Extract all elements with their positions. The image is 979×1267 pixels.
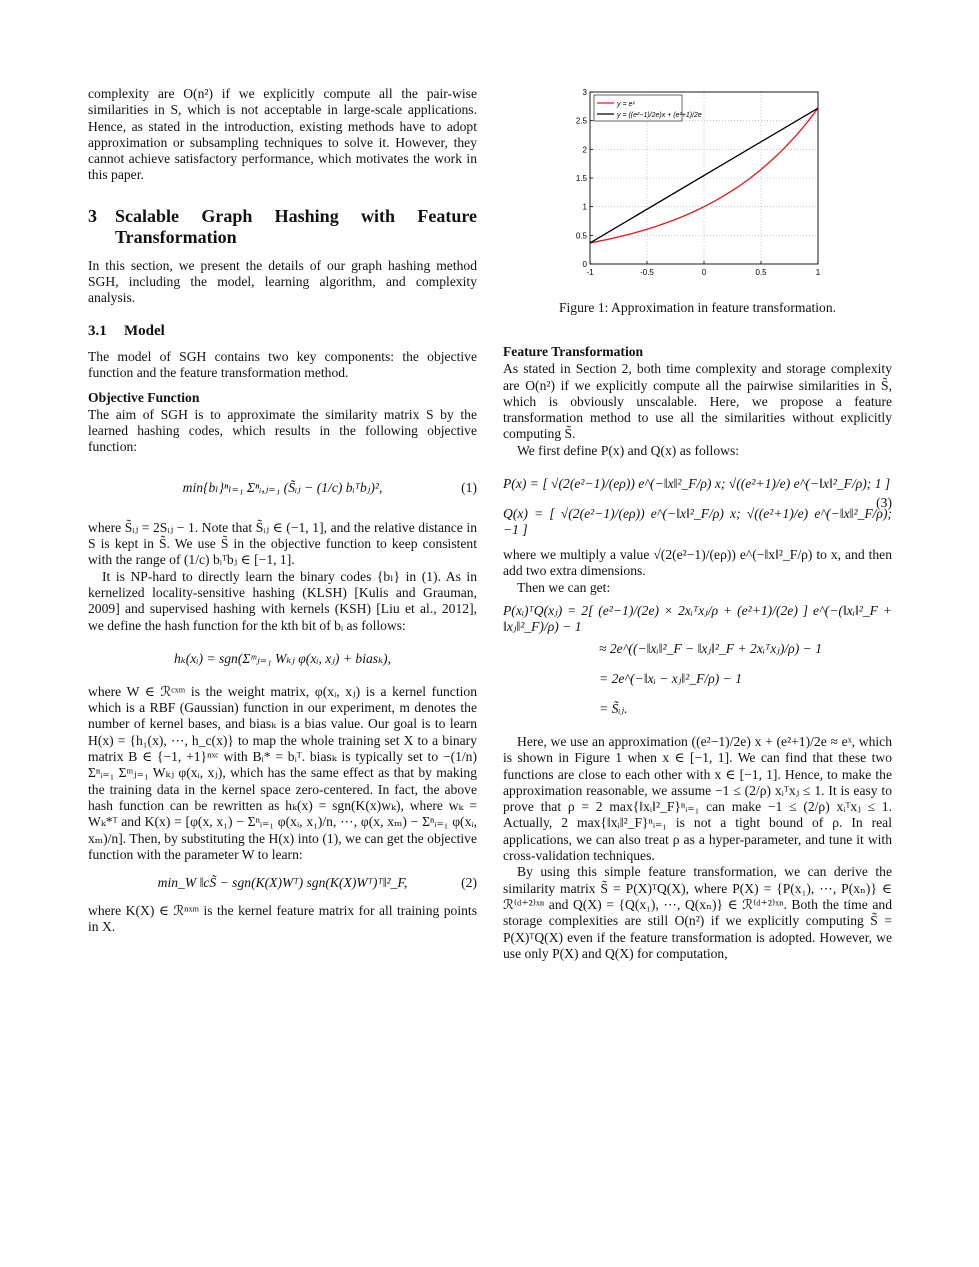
then-paragraph: Then we can get: <box>517 579 611 595</box>
x-tick-label: -0.5 <box>640 268 654 277</box>
objective-paragraph: The aim of SGH is to approximate the similarity matrix S by the learned hashing codes, which results in the following objective function: <box>88 406 477 455</box>
derivation-line-2: ≈ 2e^((−‖xᵢ‖²_F − ‖xⱼ‖²_F + 2xᵢᵀxⱼ)/ρ) − 1 <box>599 640 822 656</box>
equation-3 <box>503 465 892 541</box>
define-paragraph: We first define P(x) and Q(x) as follows: <box>517 442 740 458</box>
x-tick-label: 0 <box>701 268 707 277</box>
subsection-heading <box>88 323 477 339</box>
subsection-number: 3.1 <box>88 322 107 339</box>
figure-1 <box>565 86 835 286</box>
equation-2 <box>88 863 477 903</box>
equation-2-number: (2) <box>461 874 477 890</box>
y-tick-label: 0 <box>582 260 587 269</box>
approximation-chart <box>565 86 835 286</box>
hash-function-body: hₖ(xᵢ) = sgn(Σᵐⱼ₌₁ Wₖⱼ φ(xᵢ, xⱼ) + biasₖ), <box>174 650 391 666</box>
hash-function-equation <box>88 634 477 684</box>
section-number: 3 <box>88 205 97 226</box>
kernel-matrix-paragraph: where K(X) ∈ ℛⁿˣᵐ is the kernel feature matrix for all training points in X. <box>88 903 477 935</box>
equation-3-q: Q(x) = [ √(2(e²−1)/(eρ)) e^(−‖x‖²_F/ρ) x; √((e²+1)/e) e^(−‖x‖²_F/ρ); −1 ] <box>503 505 892 538</box>
feature-transformation-paragraph: As stated in Section 2, both time complexity and storage complexity are O(n²) if we explicitly compute all the pairwise similarities in S̃, which is obviously unscalable. Here, we propose a feature transformation method to use all the similarities without explicitly computing S̃. <box>503 361 892 442</box>
left-column <box>88 86 477 936</box>
section-paragraph: In this section, we present the details of our graph hashing method SGH, including the model, learning algorithm, and complexity analysis. <box>88 257 477 306</box>
model-paragraph: The model of SGH contains two key components: the objective function and the feature transformation method. <box>88 348 477 381</box>
x-tick-label: -1 <box>586 268 594 277</box>
multiply-paragraph: where we multiply a value √(2(e²−1)/(eρ)) e^(−‖x‖²_F/ρ) to x, and then add two extra dimensions. <box>503 547 892 579</box>
section-title: Scalable Graph Hashing with Feature Transformation <box>115 205 477 247</box>
equation-3-p: P(x) = [ √(2(e²−1)/(eρ)) e^(−‖x‖²_F/ρ) x; √((e²+1)/e) e^(−‖x‖²_F/ρ); 1 ] <box>503 475 891 491</box>
feature-transformation-heading: Feature Transformation <box>503 344 644 359</box>
x-tick-label: 1 <box>815 268 821 277</box>
legend-label: y = ((e²−1)/2e)x + (e²+1)/2e <box>617 112 702 119</box>
right-column <box>503 342 892 962</box>
figure-caption: Figure 1: Approximation in feature transformation. <box>558 300 837 315</box>
similarity-paragraph: By using this simple feature transformation, we can derive the similarity matrix S̃ = P(X)ᵀQ(X), where P(X) = {P(x₁), ⋯, P(xₙ)} ∈ ℛ⁽ᵈ⁺²⁾ˣⁿ and Q(X) = {Q(x₁), ⋯, Q(xₙ)} ∈ ℛ⁽ᵈ⁺²⁾ˣⁿ. Both the time and storage complexities are still O(n²) if we explicitly computing S̃ = P(X)ᵀQ(X) even if the feature transformation is adopted. However, we use only P(X) and Q(X) for computation, <box>503 864 892 961</box>
np-hard-paragraph: It is NP-hard to directly learn the binary codes {bₗ} in (1). As in kernelized locality-sensitive hashing (KLSH) [Kulis and Grauman, 2009] and supervised hashing with kernels (KSH) [Liu et al., 2012], we define the hash function for the kth bit of bᵢ as follows: <box>88 568 477 633</box>
after-eq1-paragraph: where S̃ᵢⱼ = 2Sᵢⱼ − 1. Note that S̃ᵢⱼ ∈ (−1, 1], and the relative distance in S is kept in S̃. We use S̃ in the objective function to keep consistent with the range of (1/c) bᵢᵀbⱼ ∈ [−1, 1]. <box>88 519 477 568</box>
y-tick-label: 2 <box>582 145 587 155</box>
y-tick-label: 1 <box>582 202 587 212</box>
x-tick-label: 0.5 <box>755 268 767 277</box>
objective-heading: Objective Function <box>88 389 200 405</box>
subsection-title: Model <box>124 322 165 339</box>
legend-label: y = eˣ <box>617 101 635 108</box>
equation-3-number: (3) <box>876 494 892 510</box>
section-heading <box>88 206 477 248</box>
equation-1-body: min{bₗ}ⁿₗ₌₁ Σⁿᵢ,ⱼ₌₁ (S̃ᵢⱼ − (1/c) bᵢᵀbⱼ)², <box>182 479 383 495</box>
y-tick-label: 3 <box>582 88 587 97</box>
y-tick-label: 1.5 <box>575 174 587 183</box>
equation-2-body: min_W ‖cS̃ − sgn(K(X)Wᵀ) sgn(K(X)Wᵀ)ᵀ‖²_F, <box>157 874 408 890</box>
equation-1-number: (1) <box>461 479 477 495</box>
y-tick-label: 0.5 <box>575 231 587 241</box>
derivation-line-4: = S̃ᵢⱼ. <box>599 700 628 716</box>
derivation-line-1: P(xᵢ)ᵀQ(xⱼ) = 2[ (e²−1)/(2e) × 2xᵢᵀxⱼ/ρ + (e²+1)/(2e) ] e^(−(‖xᵢ‖²_F + ‖xⱼ‖²_F)/ρ) − 1 <box>503 602 892 634</box>
approximation-paragraph: Here, we use an approximation ((e²−1)/2e) x + (e²+1)/2e ≈ eˣ, which is shown in Figure 1 when x ∈ [−1, 1]. We can find that these two functions are close to each other with x ∈ [−1, 1]. Hence, to make the approximation reasonable, we assume −1 ≤ (2/ρ) xᵢᵀxⱼ ≤ 1. It is easy to prove that ρ = 2 max{‖xᵢ‖²_F}ⁿᵢ₌₁ can make −1 ≤ (2/ρ) xᵢᵀxⱼ ≤ 1. Actually, 2 max{‖xᵢ‖²_F}ⁿᵢ₌₁ is not a tight bound of ρ. In real applications, we can also treat ρ as a hyper-parameter, and tune it with cross-validation techniques. <box>503 733 892 864</box>
derivation-line-3: = 2e^(−‖xᵢ − xⱼ‖²_F/ρ) − 1 <box>599 670 743 686</box>
equation-1 <box>88 456 477 520</box>
y-tick-label: 2.5 <box>575 116 587 126</box>
weight-matrix-paragraph: where W ∈ ℛᶜˣᵐ is the weight matrix, φ(xᵢ, xⱼ) is a kernel function which is a RBF (Gaussian) function in our experiment, m denotes the number of kernel bases, and biasₖ is a bias value. Our goal is to learn H(x) = {h₁(x), ⋯, h_c(x)} to map the whole training set X to a binary matrix B ∈ {−1, +1}ⁿˣᶜ with Bᵢ* = bᵢᵀ. biasₖ is typically set to −(1/n) Σⁿᵢ₌₁ Σᵐⱼ₌₁ Wₖⱼ φ(xᵢ, xⱼ), which has the same effect as that by making the training data in the kernel space zero-centered. In fact, the above hash function can be rewritten as hₖ(x) = sgn(K(x)wₖ), where wₖ = Wₖ*ᵀ and K(x) = [φ(x, x₁) − Σⁿᵢ₌₁ φ(xᵢ, x₁)/n, ⋯, φ(x, xₘ) − Σⁿᵢ₌₁ φ(xᵢ, xₘ)/n]. Then, by substituting the H(x) into (1), we can get the objective function with the parameter W to learn: <box>88 683 477 862</box>
derivation <box>503 604 892 724</box>
intro-paragraph: complexity are O(n²) if we explicitly compute all the pair-wise similarities in S, which is not acceptable in large-scale applications. Hence, as stated in the introduction, existing methods have to adopt approximation or subsampling techniques to solve it. However, they cannot achieve satisfactory performance, which motivates the work in this paper. <box>88 86 477 183</box>
